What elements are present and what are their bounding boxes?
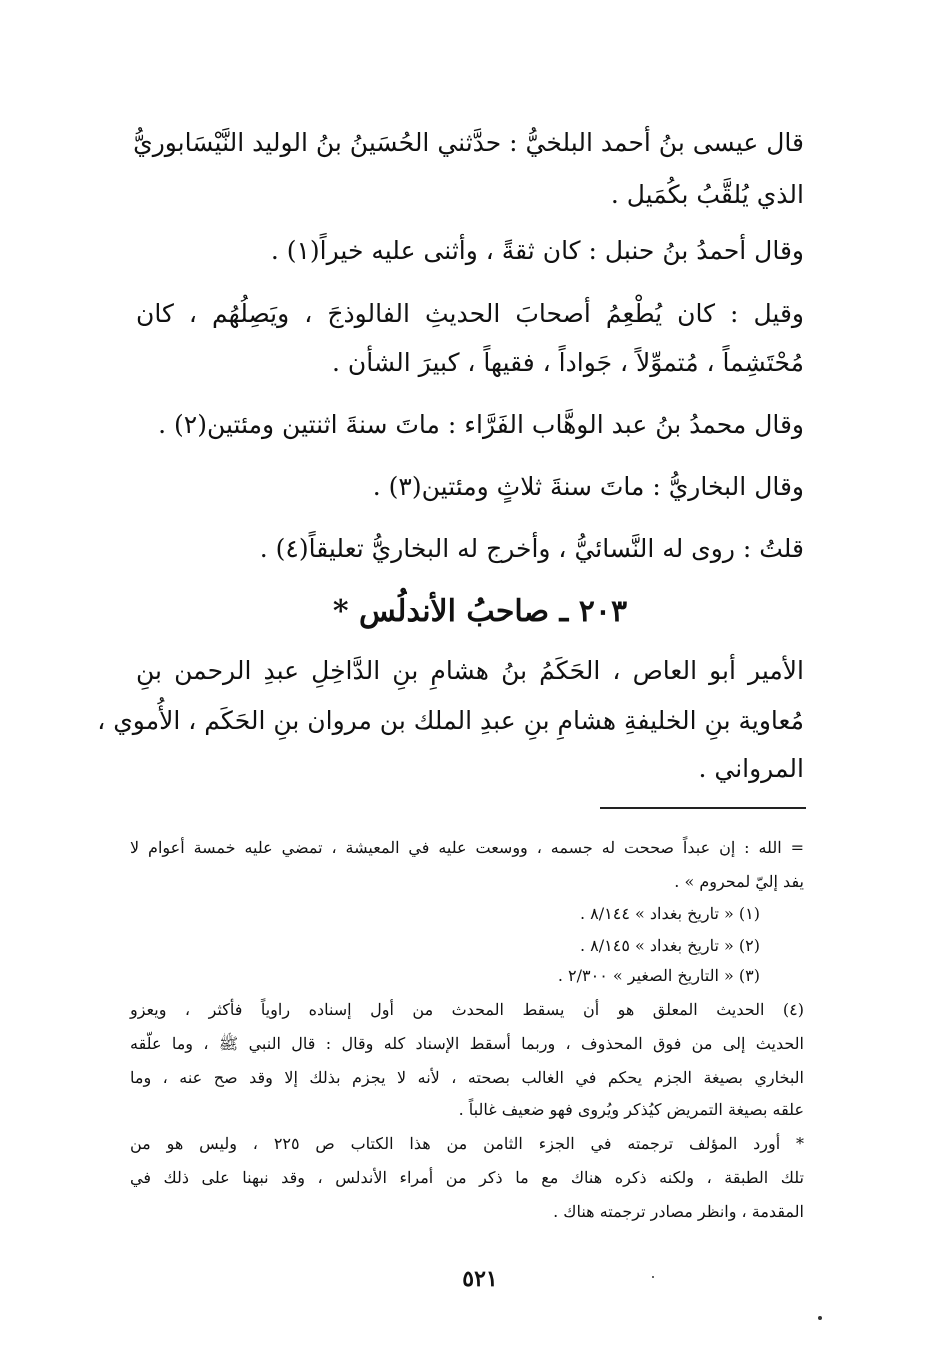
footnote-line: البخاري بصيغة الجزم يحكم في الغالب بصحته ، لأنه لا يجزم بذلك إلا وقد صح عنه ، وما xyxy=(130,1068,804,1087)
body-line: قال عيسى بنُ أحمد البلخيُّ : حدَّثني الحُسَينُ بنُ الوليد النَّيْسَابوريُّ xyxy=(133,128,804,157)
footnote-line: (٢) « تاريخ بغداد » ٨/١٤٥ . xyxy=(579,936,760,955)
footnote-separator xyxy=(600,807,806,809)
body-line: مُحْتَشِماً ، مُتموِّلاً ، جَواداً ، فقيهاً ، كبيرَ الشأن . xyxy=(332,348,804,377)
scan-speck xyxy=(818,1316,822,1320)
body-line: قلتُ : روى له النَّسائيُّ ، وأخرج له البخاريُّ تعليقاً(٤) . xyxy=(259,534,804,563)
body-line: وقال أحمدُ بنُ حنبل : كان ثقةً ، وأثنى عليه خيراً(١) . xyxy=(270,236,804,265)
page-number: ٥٢١ xyxy=(462,1266,498,1292)
section-heading: ٢٠٣ ـ صاحبُ الأندلُس * xyxy=(332,594,628,629)
body-line: وقيل : كان يُطْعِمُ أصحابَ الحديثِ الفالوذجَ ، ويَصِلُهُم ، كان xyxy=(136,299,804,328)
footnote-line: (١) « تاريخ بغداد » ٨/١٤٤ . xyxy=(579,904,760,923)
footnote-line: الحديث إلى من فوق المحذوف ، وربما أسقط الإسناد كله وقال : قال النبي ﷺ ، وما علّقه xyxy=(130,1034,805,1053)
footnote-line: علقه بصيغة التمريض كيُذكر ويُروى فهو ضعيف غالباً . xyxy=(458,1100,804,1119)
section-line: المرواني . xyxy=(698,754,804,783)
footnote-line: المقدمة ، وانظر مصادر ترجمته هناك . xyxy=(553,1202,804,1221)
section-line: مُعاوية بنِ الخليفةِ هشامِ بنِ عبدِ الملك بن مروان بنِ الحَكَم ، الأُموي ، xyxy=(97,706,804,735)
body-line: وقال محمدُ بنُ عبد الوهَّاب الفَرَّاء : ماتَ سنةَ اثنتين ومئتين(٢) . xyxy=(158,410,804,439)
footnote-line: = الله : إن عبداً صححت له جسمه ، ووسعت عليه في المعيشة ، تمضي عليه خمسة أعوام لا xyxy=(130,838,804,857)
footnote-line: تلك الطبقة ، ولكنه ذكره هناك مع ما ذكر من أمراء الأندلس ، وقد نبهنا على ذلك في xyxy=(130,1168,804,1187)
footnote-line: (٣) « التاريخ الصغير » ٢/٣٠٠ . xyxy=(557,966,760,985)
body-line: الذي يُلقَّبُ بكُمَيل . xyxy=(610,180,804,209)
footnote-line: (٤) الحديث المعلق هو أن يسقط المحدث من أول إسناده راوياً فأكثر ، ويعزو xyxy=(130,1000,805,1019)
section-line: الأمير أبو العاص ، الحَكَمُ بنُ هشامِ بنِ الدَّاخِلِ عبدِ الرحمن بنِ xyxy=(136,656,804,685)
scan-speck xyxy=(652,1276,654,1278)
body-line: وقال البخاريُّ : ماتَ سنةَ ثلاثٍ ومئتين(٣) . xyxy=(372,472,804,501)
footnote-line: يفد إليّ لمحروم » . xyxy=(674,872,804,891)
footnote-line: * أورد المؤلف ترجمته في الجزء الثامن من هذا الكتاب ص ٢٢٥ ، وليس هو من xyxy=(130,1134,805,1153)
